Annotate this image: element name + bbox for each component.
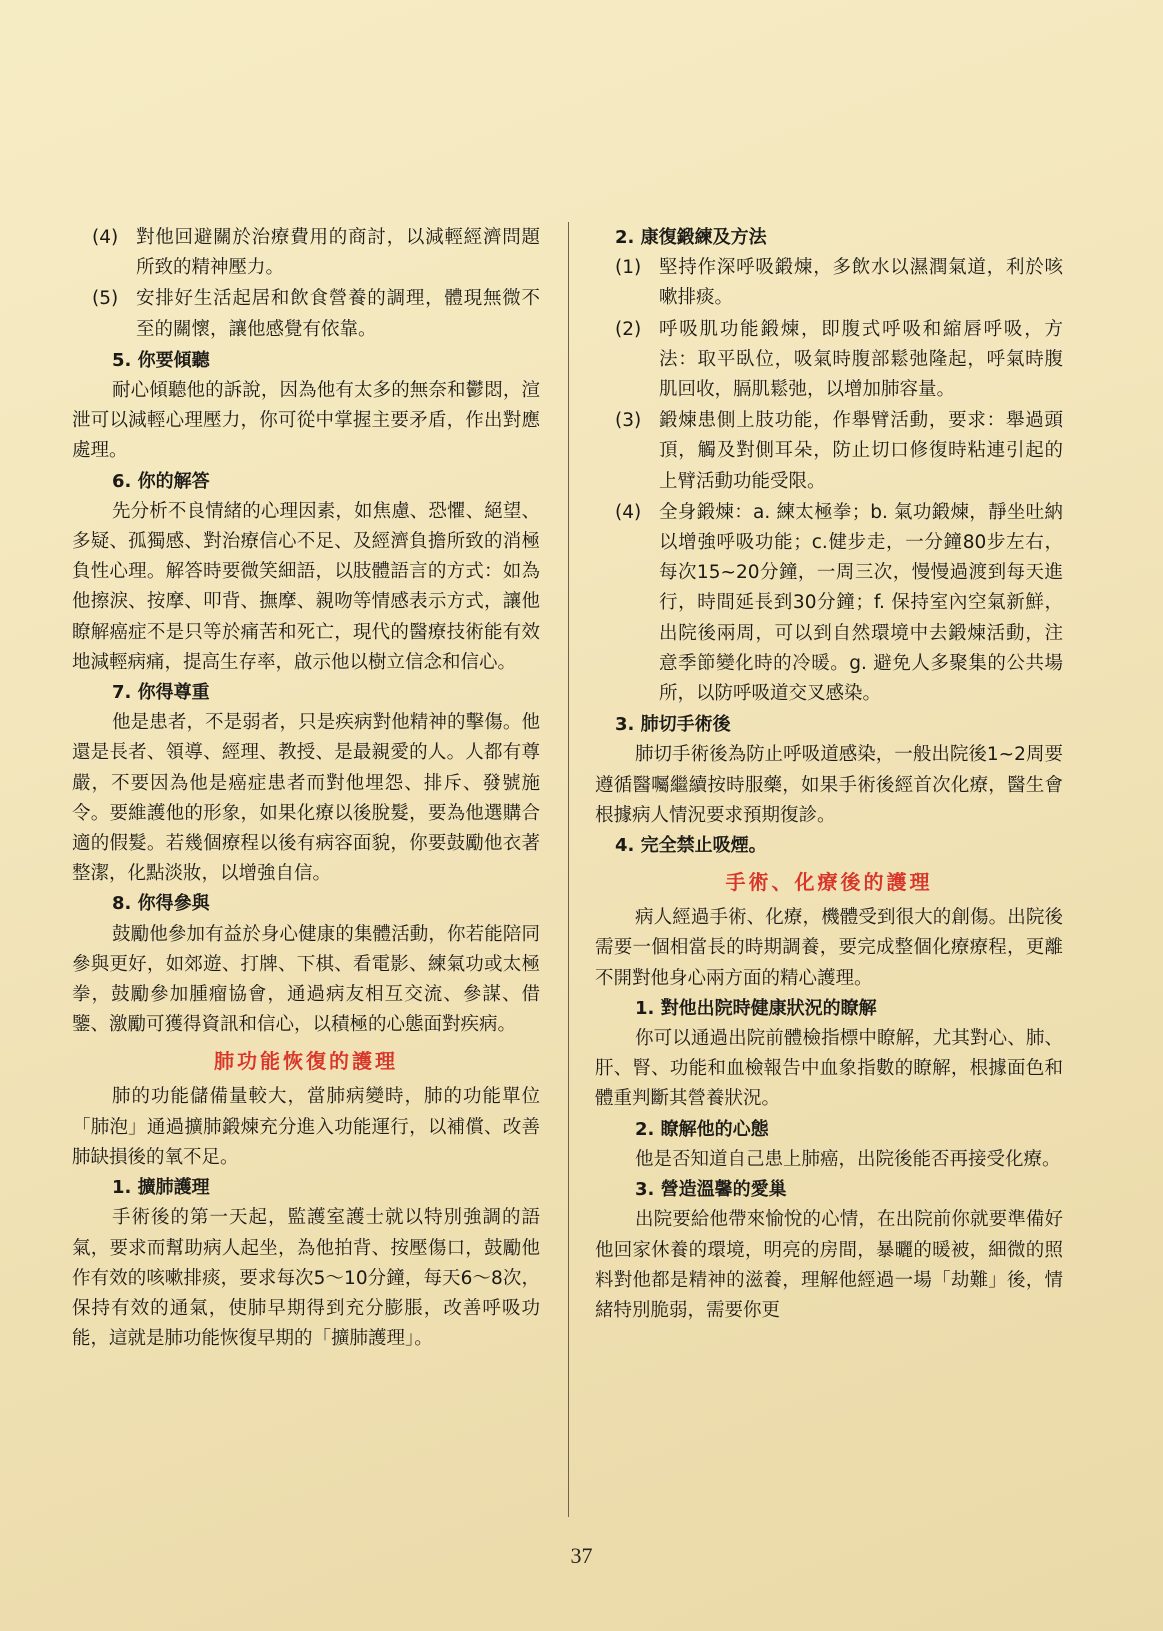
section-heading: 肺功能恢復的護理 [214,1049,398,1074]
item-number: (2) [615,318,642,340]
paragraph: 手術後的第一天起，監護室護士就以特別強調的語氣，要求而幫助病人起坐，為他拍背、按壓傷口，鼓勵他作有效的咳嗽排痰，要求每次5～10分鐘，每天6～8次，保持有效的通氣，使肺早期得到充分膨脹，改善呼吸功能，這就是肺功能恢復早期的「擴肺護理」。 [72,1207,540,1350]
item-number: (3) [615,410,642,432]
section-title: 5. 你要傾聽 [112,349,210,371]
paragraph: 先分析不良情緒的心理因素，如焦慮、恐懼、絕望、多疑、孤獨感、對治療信心不足、及經濟負擔所致的消極負性心理。解答時要微笑細語，以肢體語言的方式：如為他擦淚、按摩、叩背、撫摩、親吻等情感表示方式，讓他瞭解癌症不是只等於痛苦和死亡，現代的醫療技術能有效地減輕病痛，提高生存率，啟示他以樹立信念和信心。 [72,500,540,673]
list-item [72,284,540,344]
item-number: (1) [615,257,642,279]
paragraph: 他是患者，不是弱者，只是疾病對他精神的擊傷。他還是長者、領導、經理、教授、是最親愛的人。人都有尊嚴，不要因為他是癌症患者而對他埋怨、排斥、發號施令。要維護他的形象，如果化療以後脫髮，要為他選購合適的假髮。若幾個療程以後有病容面貌，你要鼓勵他衣著整潔，化點淡妝，以增強自信。 [72,712,540,885]
section-title: 2. 康復鍛練及方法 [615,227,767,248]
section-title: 3. 營造溫馨的愛巢 [635,1179,787,1201]
paragraph: 耐心傾聽他的訴說，因為他有太多的無奈和鬱悶，渲泄可以減輕心理壓力，你可從中掌握主要矛盾，作出對應處理。 [72,380,540,462]
section-title: 6. 你的解答 [112,470,210,492]
section-title: 4. 完全禁止吸煙。 [615,835,767,857]
item-number: (4) [615,501,642,523]
list-item [595,498,1063,709]
paragraph: 鼓勵他參加有益於身心健康的集體活動，你若能陪同參與更好，如郊遊、打牌、下棋、看電影、練氣功或太極拳，鼓勵參加腫瘤協會，通過病友相互交流、參謀、借鑒、激勵可獲得資訊和信心，以積極的心態面對疾病。 [72,923,540,1036]
item-text: 安排好生活起居和飲食營養的調理，體現無微不至的關懷，讓他感覺有依靠。 [136,288,540,340]
right-column [595,223,1063,1326]
list-item [595,253,1063,313]
item-text: 全身鍛煉：a. 練太極拳；b. 氣功鍛煉，靜坐吐納以增強呼吸功能；c.健步走，一分鐘80步左右，每次15~20分鐘，一周三次，慢慢過渡到每天進行，時間延長到30分鐘；f. 保持室內空氣新鮮，出院後兩周，可以到自然環境中去鍛煉活動，注意季節變化時的冷暖。g. 避免人多聚集的公共場所，以防呼吸道交叉感染。 [659,501,1063,705]
paragraph: 他是否知道自己患上肺癌，出院後能否再接受化療。 [635,1148,1061,1170]
paragraph: 肺的功能儲備量較大，當肺病變時，肺的功能單位「肺泡」通過擴肺鍛煉充分進入功能運行，以補償、改善肺缺損後的氧不足。 [72,1086,540,1168]
left-column [72,223,540,1354]
paragraph: 病人經過手術、化療，機體受到很大的創傷。出院後需要一個相當長的時期調養，要完成整個化療療程，更離不開對他身心兩方面的精心護理。 [595,907,1063,989]
list-item [72,223,540,283]
item-text: 鍛煉患側上肢功能，作舉臂活動，要求：舉過頭頂，觸及對側耳朵，防止切口修復時粘連引起的上臂活動功能受限。 [659,410,1063,492]
section-title: 1. 擴肺護理 [112,1177,210,1199]
item-number: (5) [92,288,119,310]
item-text: 堅持作深呼吸鍛煉，多飲水以濕潤氣道，利於咳嗽排痰。 [659,257,1063,309]
list-item [595,315,1063,406]
item-text: 呼吸肌功能鍛煉，即腹式呼吸和縮唇呼吸，方法：取平臥位，吸氣時腹部鬆弛隆起，呼氣時腹肌回收，膈肌鬆弛，以增加肺容量。 [659,318,1063,401]
section-title: 1. 對他出院時健康狀況的瞭解 [635,997,877,1019]
paragraph: 出院要給他帶來愉悅的心情，在出院前你就要準備好他回家休養的環境，明亮的房間，暴曬的暖被，細微的照料對他都是精神的滋養，理解他經過一場「劫難」後，情緒特別脆弱，需要你更 [595,1209,1063,1321]
section-title: 2. 瞭解他的心態 [635,1118,769,1140]
section-title: 8. 你得參與 [112,893,210,915]
column-divider [568,222,569,1517]
section-title: 3. 肺切手術後 [615,714,731,736]
section-heading: 手術、化療後的護理 [725,870,933,895]
item-number: (4) [92,227,119,248]
paragraph: 你可以通過出院前體檢指標中瞭解，尤其對心、肺、肝、腎、功能和血檢報告中血象指數的瞭解，根據面色和體重判斷其營養狀況。 [595,1028,1063,1110]
section-title: 7. 你得尊重 [112,682,210,704]
paragraph: 肺切手術後為防止呼吸道感染，一般出院後1~2周要遵循醫囑繼續按時服藥，如果手術後經首次化療，醫生會根據病人情況要求預期復診。 [595,744,1063,826]
item-text: 對他回避關於治療費用的商討，以減輕經濟問題所致的精神壓力。 [136,227,540,279]
page-number: 37 [570,1543,593,1568]
list-item [595,406,1063,497]
